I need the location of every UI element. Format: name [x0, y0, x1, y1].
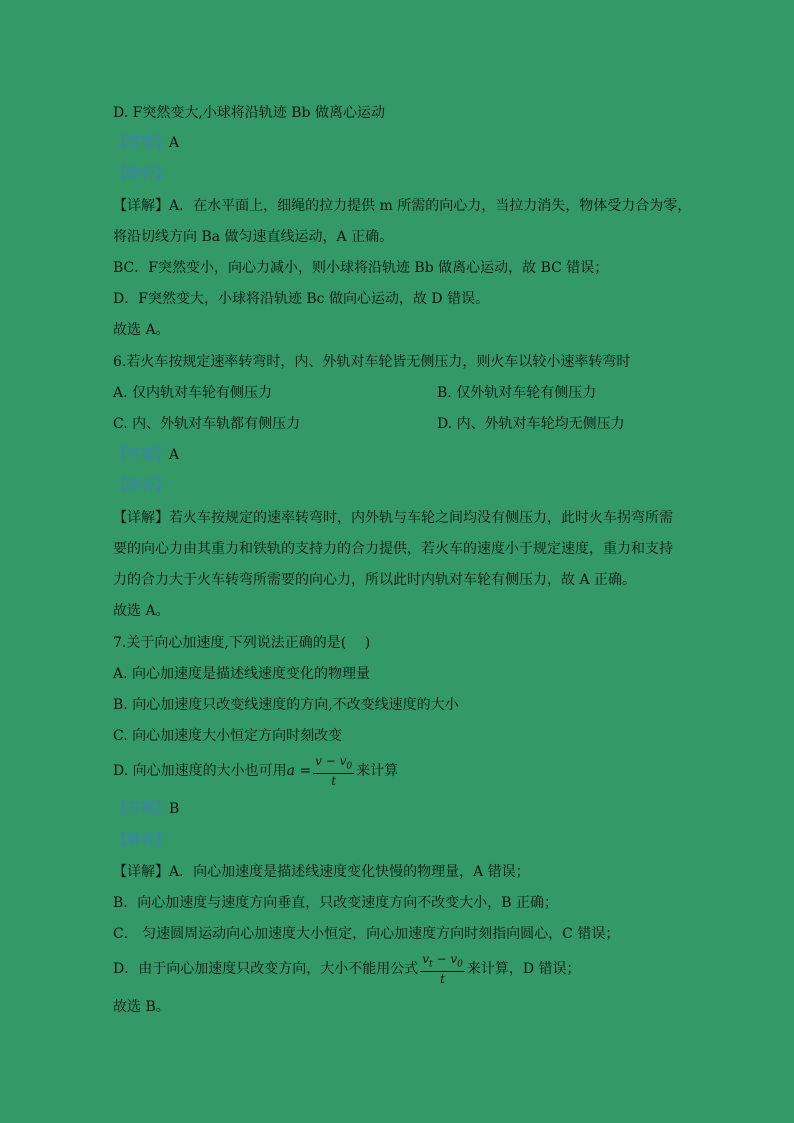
numerator-subscript: 0 — [346, 761, 353, 772]
q7-option-b: B. 向心加速度只改变线速度的方向,不改变线速度的大小 — [113, 697, 459, 713]
fraction-numerator: v — [422, 952, 430, 966]
detail-q6-line3: 力的合力大于火车转弯所需要的向心力，所以此时内轨对车轮有侧压力，故 A 正确。 — [113, 572, 637, 588]
formula-fraction — [420, 952, 465, 986]
explanation-tag-q7: 【解析】 — [113, 832, 169, 848]
detail-q5-line1: 【详解】A．在水平面上，细绳的拉力提供 m 所需的向心力，当拉力消失，物体受力合为零， — [113, 198, 692, 214]
conclusion-q6: 故选 A。 — [113, 603, 170, 619]
answer-tag: 【答案】 — [113, 801, 169, 817]
q7-option-c: C. 向心加速度大小恒定方向时刻改变 — [113, 728, 343, 744]
question-6: 6.若火车按规定速率转弯时，内、外轨对车轮皆无侧压力，则火车以较小速率转弯时 — [113, 354, 631, 370]
answer-value: A — [169, 135, 180, 151]
explanation-tag-q5: 【解析】 — [113, 166, 169, 182]
q7-option-a: A. 向心加速度是描述线速度变化的物理量 — [113, 666, 371, 682]
detail-q7-line1: 【详解】A．向心加速度是描述线速度变化快慢的物理量，A 错误； — [113, 864, 530, 880]
q6-option-d: D. 内、外轨对车轮均无侧压力 — [437, 416, 625, 432]
answer-q6 — [113, 445, 179, 465]
answer-tag: 【答案】 — [113, 447, 169, 463]
numerator-middle: − v — [432, 952, 458, 966]
detail-q7-line2: B．向心加速度与速度方向垂直，只改变速度方向不改变大小，B 正确； — [113, 895, 559, 911]
detail-q5-line4: D．F突然变大，小球将沿轨迹 Bc 做向心运动，故 D 错误。 — [113, 291, 490, 307]
detail-q5-line3: BC．F突然变小，向心力减小，则小球将沿轨迹 Bb 做离心运动，故 BC 错误； — [113, 260, 609, 276]
conclusion-q7: 故选 B。 — [113, 999, 170, 1015]
fraction-denominator: t — [440, 972, 445, 987]
q6-option-b: B. 仅外轨对车轮有侧压力 — [437, 385, 597, 401]
numerator-subscript: 0 — [457, 959, 463, 970]
detail-q5-line2: 将沿切线方向 Ba 做匀速直线运动，A 正确。 — [113, 229, 394, 245]
question-7: 7.关于向心加速度,下列说法正确的是( ) — [113, 635, 371, 651]
detail-q7-line4 — [113, 952, 581, 986]
explanation-tag-q6: 【解析】 — [113, 478, 169, 494]
detail-q6-line1: 【详解】若火车按规定的速率转弯时，内外轨与车轮之间均没有侧压力，此时火车拐弯所需 — [113, 510, 673, 526]
detail-q7-line4-text: D．由于向心加速度只改变方向，大小不能用公式 — [113, 961, 419, 978]
q6-option-c: C. 内、外轨对车轨都有侧压力 — [113, 416, 301, 432]
formula-lhs: a = — [286, 763, 312, 780]
detail-q7-line4-suffix: 来计算，D 错误； — [466, 961, 581, 978]
detail-q6-line2: 要的向心力由其重力和铁轨的支持力的合力提供，若火车的速度小于规定速度，重力和支持 — [113, 541, 673, 557]
q6-option-a: A. 仅内轨对车轮有侧压力 — [113, 385, 273, 401]
fraction-numerator: v − v — [315, 754, 347, 768]
q7-option-d-suffix: 来计算 — [356, 763, 399, 780]
detail-q7-line3: C． 匀速圆周运动向心加速度大小恒定，向心加速度方向时刻指向圆心，C 错误； — [113, 926, 620, 942]
answer-q7 — [113, 799, 179, 819]
formula-fraction — [313, 754, 354, 788]
answer-q5 — [113, 133, 179, 153]
q7-option-d — [113, 754, 398, 788]
fraction-denominator: t — [331, 774, 337, 789]
conclusion-q5: 故选 A。 — [113, 322, 170, 338]
option-d-q5: D. F突然变大,小球将沿轨迹 Bb 做离心运动 — [113, 105, 385, 121]
numerator-subscript: t — [429, 959, 433, 970]
answer-tag: 【答案】 — [113, 135, 169, 151]
answer-value: A — [169, 447, 180, 463]
answer-value: B — [169, 801, 180, 817]
q7-option-d-text: D. 向心加速度的大小也可用 — [113, 763, 287, 780]
